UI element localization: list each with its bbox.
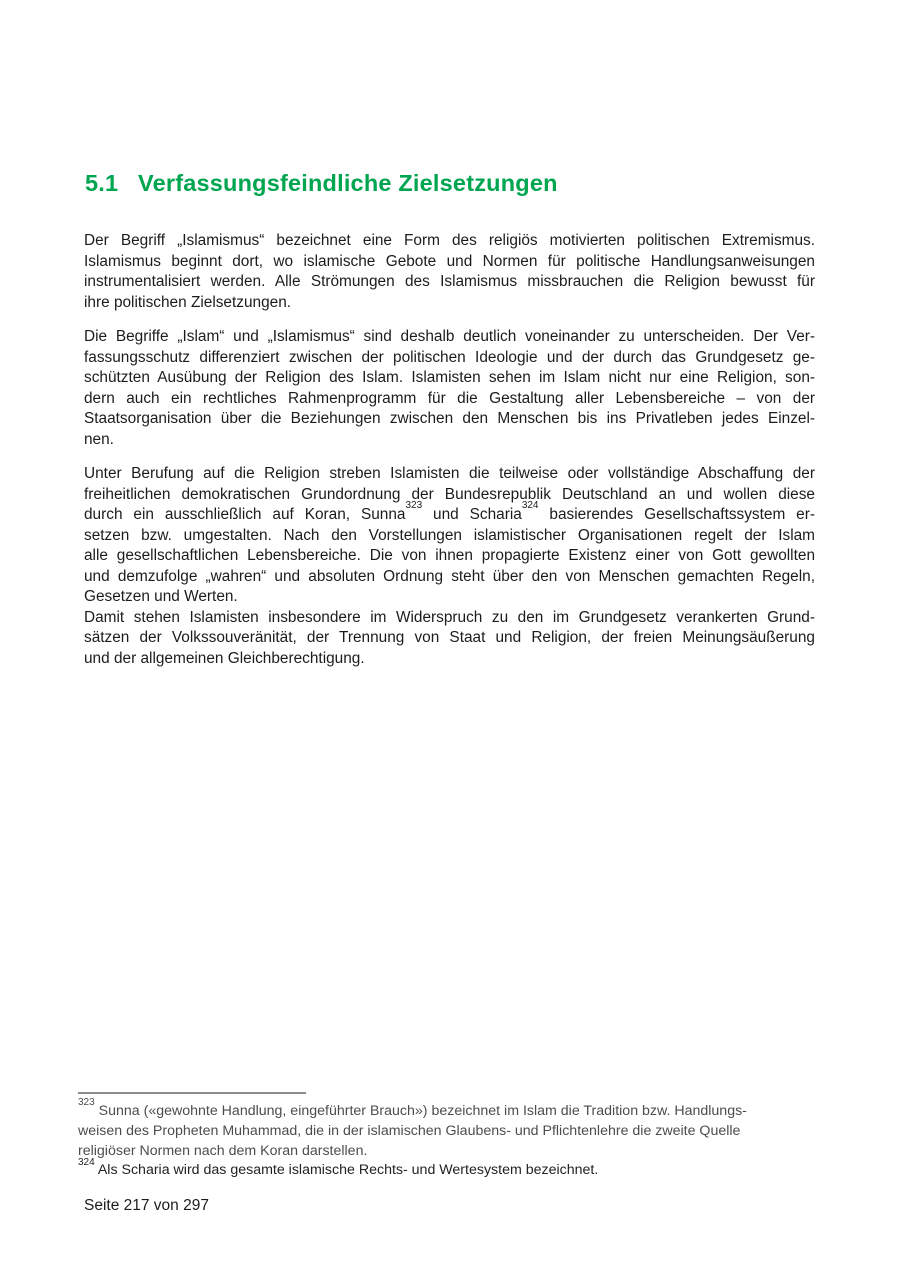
footnote-ref-323: 323 [405, 499, 423, 511]
footnote-list [78, 1097, 853, 1181]
text-line: und demzufolge „wahren“ und absoluten Ordnung steht über den von Menschen gemachten Regeln, [84, 567, 815, 585]
paragraph [84, 608, 815, 670]
text-line: freiheitlichen demokratischen Grundordnung der Bundesrepublik Deutschland an und wollen diese [84, 485, 815, 503]
text-line: setzen bzw. umgestalten. Nach den Vorstellungen islamistischer Organisationen regelt der Islam [84, 526, 815, 544]
footnote-ref-324: 324 [521, 499, 539, 511]
text-line: durch ein ausschließlich auf Koran, Sunna$^{323}$ und Scharia$^{324}$ basierendes Gesellschaftssystem er- [84, 499, 815, 523]
footnote-323 [78, 1097, 853, 1161]
text-line: sätzen der Volkssouveränität, der Trennung von Staat und Religion, der freien Meinungsäußerung [84, 629, 815, 646]
footnote-line: religiöser Normen nach dem Koran darstellen. [78, 1142, 368, 1159]
footnote-marker: 324 [78, 1156, 95, 1168]
section-title: Verfassungsfeindliche Zielsetzungen [138, 170, 558, 196]
text-line: Damit stehen Islamisten insbesondere im Widerspruch zu den im Grundgesetz verankerten Grund- [84, 608, 815, 626]
paragraph [84, 231, 815, 313]
text-line: Die Begriffe „Islam“ und „Islamismus“ sind deshalb deutlich voneinander zu unterscheiden. Der Ver- [84, 328, 815, 345]
text-line: Staatsorganisation über die Beziehungen zwischen den Menschen bis ins Privatleben jedes Einzel- [84, 410, 815, 427]
text-line: Der Begriff „Islamismus“ bezeichnet eine Form des religiös motivierten politischen Extremismus. [84, 232, 815, 249]
text-line: instrumentalisiert werden. Alle Strömungen des Islamismus missbrauchen die Religion bewusst für [84, 273, 815, 290]
paragraph [84, 327, 815, 450]
text-line: Unter Berufung auf die Religion streben Islamisten die teilweise oder vollständige Abschaffung der [84, 465, 815, 482]
footnote-line: weisen des Propheten Muhammad, die in der islamischen Glaubens- und Pflichtenlehre die zweite Quelle [78, 1122, 741, 1139]
footnote-line: $^{323}$ Sunna («gewohnte Handlung, eingeführter Brauch») bezeichnet im Islam die Tradition bzw. Handlungs- [78, 1097, 747, 1119]
footnote-324 [78, 1156, 853, 1181]
text-line: schützten Ausübung der Religion des Islam. Islamisten sehen im Islam nicht nur eine Religion, son- [84, 369, 815, 386]
text-line: fassungsschutz differenziert zwischen der politischen Ideologie und der durch das Grundgesetz ge- [84, 348, 815, 366]
body-text [84, 231, 815, 669]
footnote-area [78, 1092, 853, 1181]
text-line: ihre politischen Zielsetzungen. [84, 293, 292, 311]
text-line: dern auch ein rechtliches Rahmenprogramm für die Gestaltung aller Lebensbereiche – von der [84, 389, 815, 407]
text-line: alle gesellschaftlichen Lebensbereiche. Die von ihnen propagierte Existenz einer von Gott gewollten [84, 547, 815, 564]
footnote-divider [78, 1092, 306, 1094]
text-line: und der allgemeinen Gleichberechtigung. [84, 649, 365, 667]
text-line: nen. [84, 430, 114, 448]
text-line: Gesetzen und Werten. [84, 588, 238, 605]
paragraph [84, 464, 815, 608]
footnote-line: $^{324}$ Als Scharia wird das gesamte islamische Rechts- und Wertesystem bezeichnet. [78, 1156, 599, 1179]
text-line: Islamismus beginnt dort, wo islamische Gebote und Normen für politische Handlungsanweisungen [84, 252, 815, 270]
section-number: 5.1 [85, 170, 119, 196]
footnote-marker: 323 [78, 1097, 95, 1109]
page-number-label: Seite 217 von 297 [84, 1197, 209, 1214]
section-heading [85, 170, 558, 197]
